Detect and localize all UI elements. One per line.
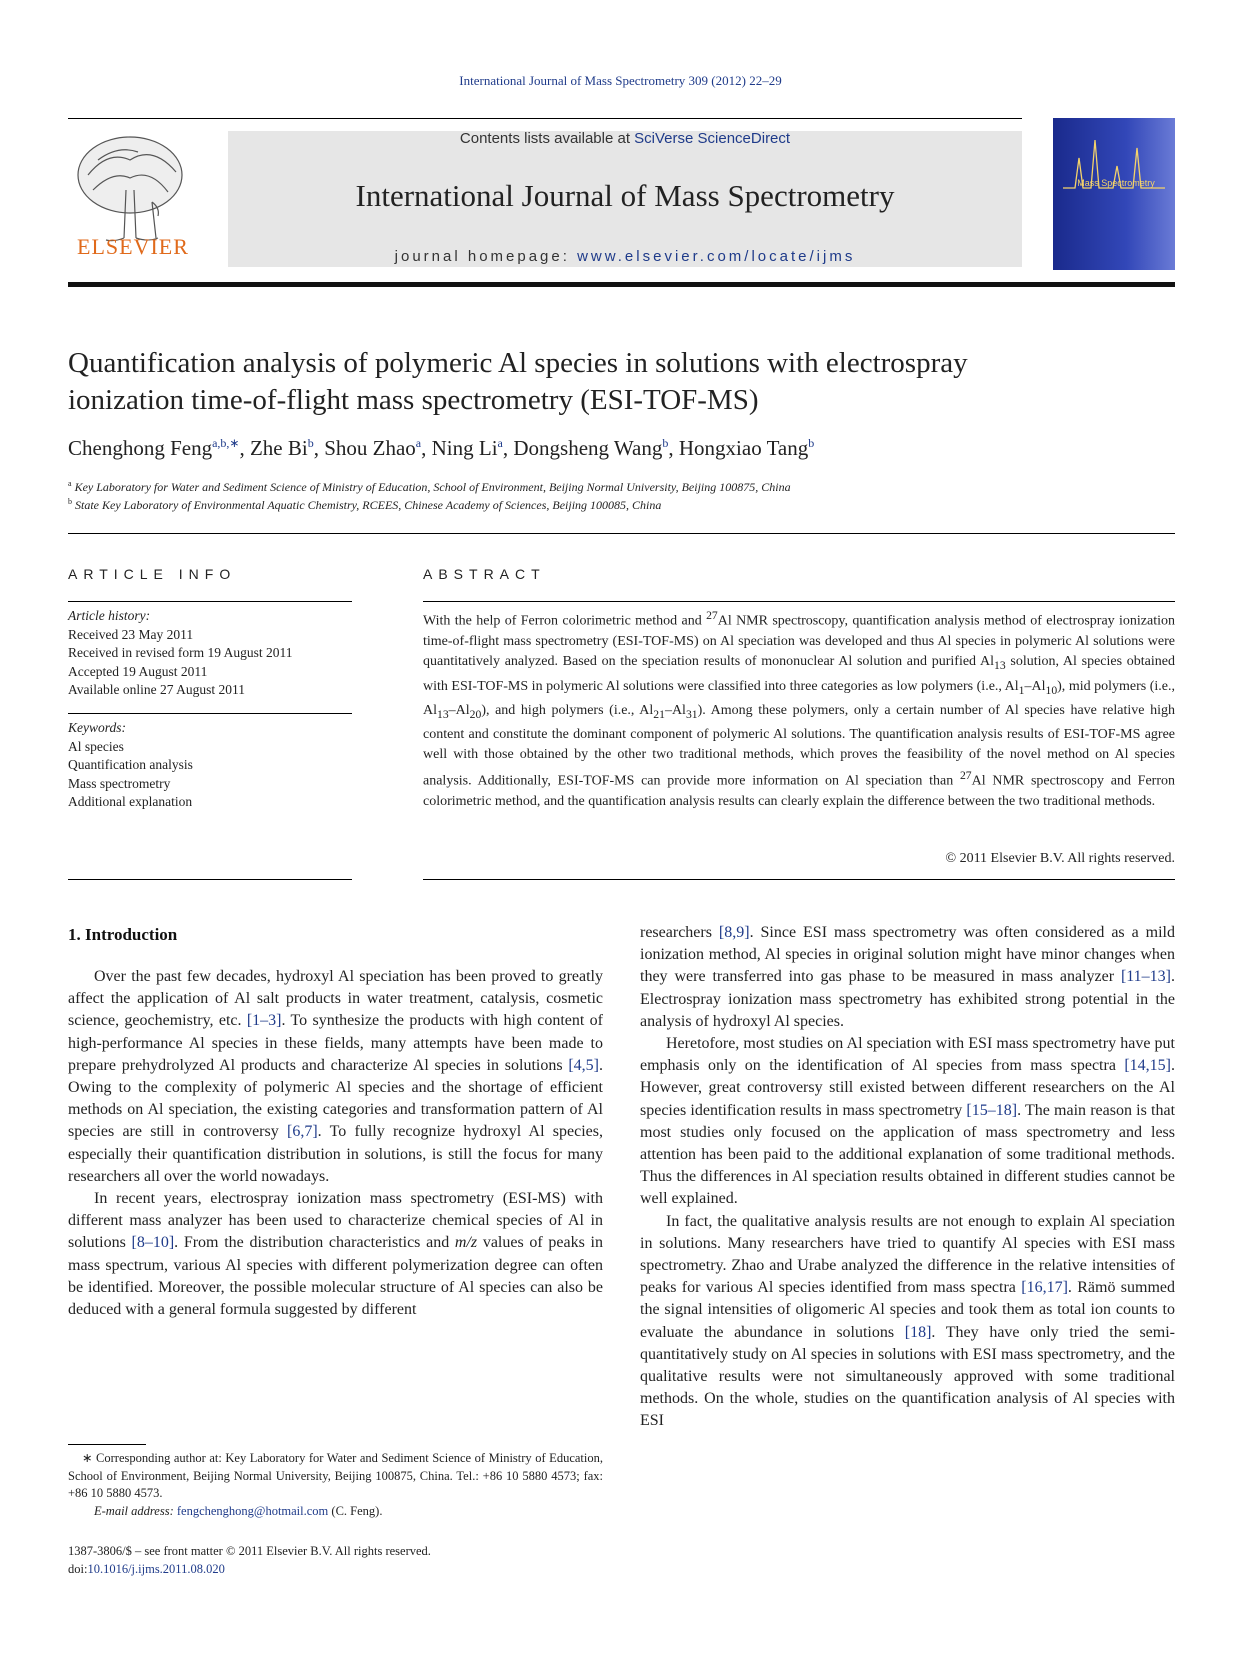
journal-cover-image bbox=[1053, 118, 1175, 270]
author-separator: , bbox=[668, 436, 679, 460]
article-info-bottom-rule bbox=[68, 879, 352, 880]
author-name: Zhe Bi bbox=[249, 436, 308, 460]
author-name: Shou Zhao bbox=[324, 436, 416, 460]
citation-link[interactable]: [16,17] bbox=[1021, 1279, 1068, 1297]
header-rule bbox=[68, 118, 1022, 119]
affiliation-b bbox=[68, 497, 661, 513]
paragraph: Over the past few decades, hydroxyl Al speciation has been proved to greatly affect the application of Al salt products in water treatment, catalysis, cosmetic science, geochemistry, etc. [1–3]. To synthesize the products with high content of high-performance Al species in these fields, many attempts have been made to prepare prehydrolyzed Al products and characterize Al species in solutions [4,5]. Owing to the complexity of polymeric Al species and the shortage of efficient methods on Al speciation, the existing categories and transformation pattern of Al species are still in controversy [6,7]. To fully recognize hydroxyl Al species, especially their quantification distribution in solutions, is still the focus for many researchers all over the world nowadays. bbox=[68, 968, 604, 1185]
author-name: Dongsheng Wang bbox=[513, 436, 663, 460]
author-affil-mark[interactable]: b bbox=[808, 436, 815, 450]
article-title bbox=[68, 345, 1178, 419]
contents-prefix: Contents lists available at bbox=[459, 130, 635, 147]
issn-line: 1387-3806/$ – see front matter © 2011 Elsevier B.V. All rights reserved. bbox=[68, 1544, 431, 1558]
author-name: Chenghong Feng bbox=[68, 436, 213, 460]
title-line-1: Quantification analysis of polymeric Al species in solutions with electrospray bbox=[68, 347, 968, 379]
footnote-rule bbox=[68, 1444, 146, 1445]
article-info-rule bbox=[68, 601, 352, 602]
citation-link[interactable]: [15–18] bbox=[966, 1101, 1018, 1119]
abstract-rule bbox=[423, 601, 1175, 602]
citation-link[interactable]: [18] bbox=[904, 1323, 932, 1341]
article-history bbox=[68, 607, 352, 700]
affiliation-text: Key Laboratory for Water and Sediment Science of Ministry of Education, School of Environment, Beijing Normal University, Beijing 100875, China bbox=[74, 480, 791, 494]
publisher-logo-text: ELSEVIER bbox=[77, 234, 189, 259]
affiliation-text: State Key Laboratory of Environmental Aquatic Chemistry, RCEES, Chinese Academy of Sciences, Beijing 100085, China bbox=[75, 498, 662, 512]
history-received: Received 23 May 2011 bbox=[68, 626, 194, 642]
author-separator: , bbox=[421, 436, 432, 460]
author-separator: , bbox=[502, 436, 514, 460]
email-link[interactable]: fengchenghong@hotmail.com bbox=[176, 1503, 329, 1518]
homepage-link[interactable]: www.elsevier.com/locate/ijms bbox=[577, 248, 856, 265]
spectrum-icon bbox=[1053, 118, 1175, 270]
keywords-label: Keywords: bbox=[68, 720, 126, 735]
keywords bbox=[68, 719, 352, 812]
abstract-bottom-rule bbox=[423, 879, 1175, 880]
corresponding-author-note: ∗ Corresponding author at: Key Laboratory for Water and Sediment Science of Ministry of Education, School of Environment, Beijing Normal University, Beijing 100875, China. Tel.: +86 10 5880 4573; fax: +86 10 5880 4573. bbox=[68, 1451, 603, 1501]
citation-link[interactable]: [8,9] bbox=[718, 924, 750, 941]
author-affil-mark[interactable]: a bbox=[415, 436, 422, 450]
affiliation-mark: b bbox=[68, 497, 72, 506]
body-left-column bbox=[68, 966, 603, 1321]
history-label: Article history: bbox=[68, 608, 151, 623]
citation-link[interactable]: [4,5] bbox=[568, 1056, 599, 1074]
citation-link[interactable]: [14,15] bbox=[1124, 1057, 1171, 1075]
paragraph: In recent years, electrospray ionization mass spectrometry (ESI-MS) with different mass analyzer has been used to characterize chemical species of Al in solutions [8–10]. From the distribution characteristics and m/z values of peaks in mass spectrum, various Al species with different polymerization degree can often be identified. Moreover, the possible molecular structure of Al species can also be deduced with a general formula suggested by different bbox=[68, 1190, 603, 1319]
author-affil-mark[interactable]: a bbox=[497, 436, 503, 450]
abstract-copyright: © 2011 Elsevier B.V. All rights reserved. bbox=[945, 851, 1175, 866]
doi-line: doi:10.1016/j.ijms.2011.08.020 bbox=[68, 1561, 225, 1576]
history-online: Available online 27 August 2011 bbox=[68, 682, 245, 697]
journal-name: International Journal of Mass Spectrometry bbox=[355, 178, 895, 213]
paragraph: In fact, the qualitative analysis results are not enough to explain Al speciation in solutions. Many researchers have tried to quantify Al species with ESI mass spectrometry. Zhao and Urabe analyzed the difference in the relative intensities of peaks for various Al species identified from mass spectra [16,17]. Rämö summed the signal intensities of oligomeric Al species and took them as total ion counts to evaluate the abundance in solutions [18]. They have only tried the semi-quantitatively study on Al species in solutions with ESI mass spectrometry, and the qualitative results were not simultaneously approved with some traditional methods. On the whole, studies on the quantification analysis of Al species with ESI bbox=[640, 1212, 1175, 1430]
keyword-item: Al species bbox=[68, 738, 124, 754]
cover-title: Mass Spectrometry bbox=[1077, 178, 1155, 188]
author-list bbox=[68, 436, 814, 461]
author-separator: , bbox=[239, 436, 250, 460]
citation-link[interactable]: [1–3] bbox=[246, 1012, 282, 1030]
author-name: Ning Li bbox=[431, 436, 498, 460]
citation-link[interactable]: [11–13] bbox=[1120, 968, 1171, 986]
author-affil-mark[interactable]: b bbox=[662, 436, 669, 450]
body-right-column bbox=[640, 922, 1175, 1433]
homepage-prefix: journal homepage: bbox=[394, 248, 578, 265]
keyword-item: Mass spectrometry bbox=[68, 775, 171, 791]
author-separator: , bbox=[313, 436, 325, 460]
paragraph: Heretofore, most studies on Al speciation with ESI mass spectrometry have put emphasis only on the identification of Al species from mass spectra [14,15]. However, great controversy still existed between different researchers on the Al species identification results in mass spectrometry [15–18]. The main reason is that most studies only focused on the application of mass spectrometry and less attention has been paid to the additional explanation of some traditional methods. Thus the differences in Al speciation results obtained in different studies cannot be well explained. bbox=[640, 1035, 1176, 1208]
corresponding-footnote bbox=[68, 1450, 603, 1520]
history-revised: Received in revised form 19 August 2011 bbox=[68, 645, 293, 660]
email-line: E-mail address: fengchenghong@hotmail.com (C. Feng). bbox=[94, 1503, 383, 1518]
article-info-heading: ARTICLE INFO bbox=[68, 566, 237, 582]
abstract-text: With the help of Ferron colorimetric method and $^{27}$Al NMR spectroscopy, quantification analysis method of electrospray ionization time-of-flight mass spectrometry (ESI-TOF-MS) on Al speciation was developed and thus Al species in polymeric Al solutions were quantitatively analyzed. Based on the speciation results of mononuclear Al solution and purified $Al_{13}$ solution, Al species obtained with ESI-TOF-MS in polymeric Al solutions were classified into three categories as low polymers (i.e., $Al_1-Al_{10}$), mid polymers (i.e., $Al_{13}-Al_{20}$), and high polymers (i.e., $Al_{21}-Al_{31}$). Among these polymers, only a certain number of Al species have relative high content and constitute the dominant component of polymeric Al solutions. The quantification analysis results of ESI-TOF-MS agree well with those obtained by the other two traditional methods, which proves the feasibility of the novel method on Al species analysis. Additionally, ESI-TOF-MS can provide more information on Al speciation than $^{27}$Al NMR spectroscopy and Ferron colorimetric method, and the quantification analysis results can clearly explain the difference between the two traditional methods. bbox=[423, 609, 1176, 809]
keywords-rule bbox=[68, 713, 352, 714]
contents-line bbox=[228, 130, 1022, 147]
title-line-2: ionization time-of-flight mass spectrometry (ESI-TOF-MS) bbox=[68, 384, 759, 416]
abstract-heading: ABSTRACT bbox=[423, 566, 546, 582]
sciencedirect-link[interactable]: SciVerse ScienceDirect bbox=[634, 130, 791, 147]
author-name: Hongxiao Tang bbox=[678, 436, 809, 460]
elsevier-logo bbox=[68, 130, 198, 270]
citation-link[interactable]: [8–10] bbox=[131, 1234, 175, 1252]
keyword-item: Quantification analysis bbox=[68, 757, 193, 772]
section-heading: 1. Introduction bbox=[68, 925, 178, 944]
affiliation-a bbox=[68, 479, 791, 495]
history-accepted: Accepted 19 August 2011 bbox=[68, 663, 208, 679]
author-affil-mark[interactable]: b bbox=[307, 436, 314, 450]
paragraph: researchers [8,9]. Since ESI mass spectrometry was often considered as a mild ionization method, Al species in original solution might have minor changes when they were transferred into gas phase to be measured in mass analyzer [11–13]. Electrospray ionization mass spectrometry has exhibited strong potential in the analysis of hydroxyl Al species. bbox=[640, 924, 1175, 1030]
running-title: International Journal of Mass Spectrometry 309 (2012) 22–29 bbox=[459, 73, 782, 88]
front-matter bbox=[68, 1543, 431, 1578]
keyword-item: Additional explanation bbox=[68, 794, 193, 809]
header-thick-rule bbox=[68, 282, 1175, 287]
homepage-line bbox=[228, 248, 1022, 265]
citation-link[interactable]: [6,7] bbox=[286, 1123, 318, 1141]
author-affil-mark[interactable]: a,b,∗ bbox=[212, 436, 240, 450]
affiliation-rule bbox=[68, 533, 1175, 534]
affiliation-mark: a bbox=[68, 479, 72, 488]
doi-link[interactable]: 10.1016/j.ijms.2011.08.020 bbox=[87, 1561, 225, 1576]
